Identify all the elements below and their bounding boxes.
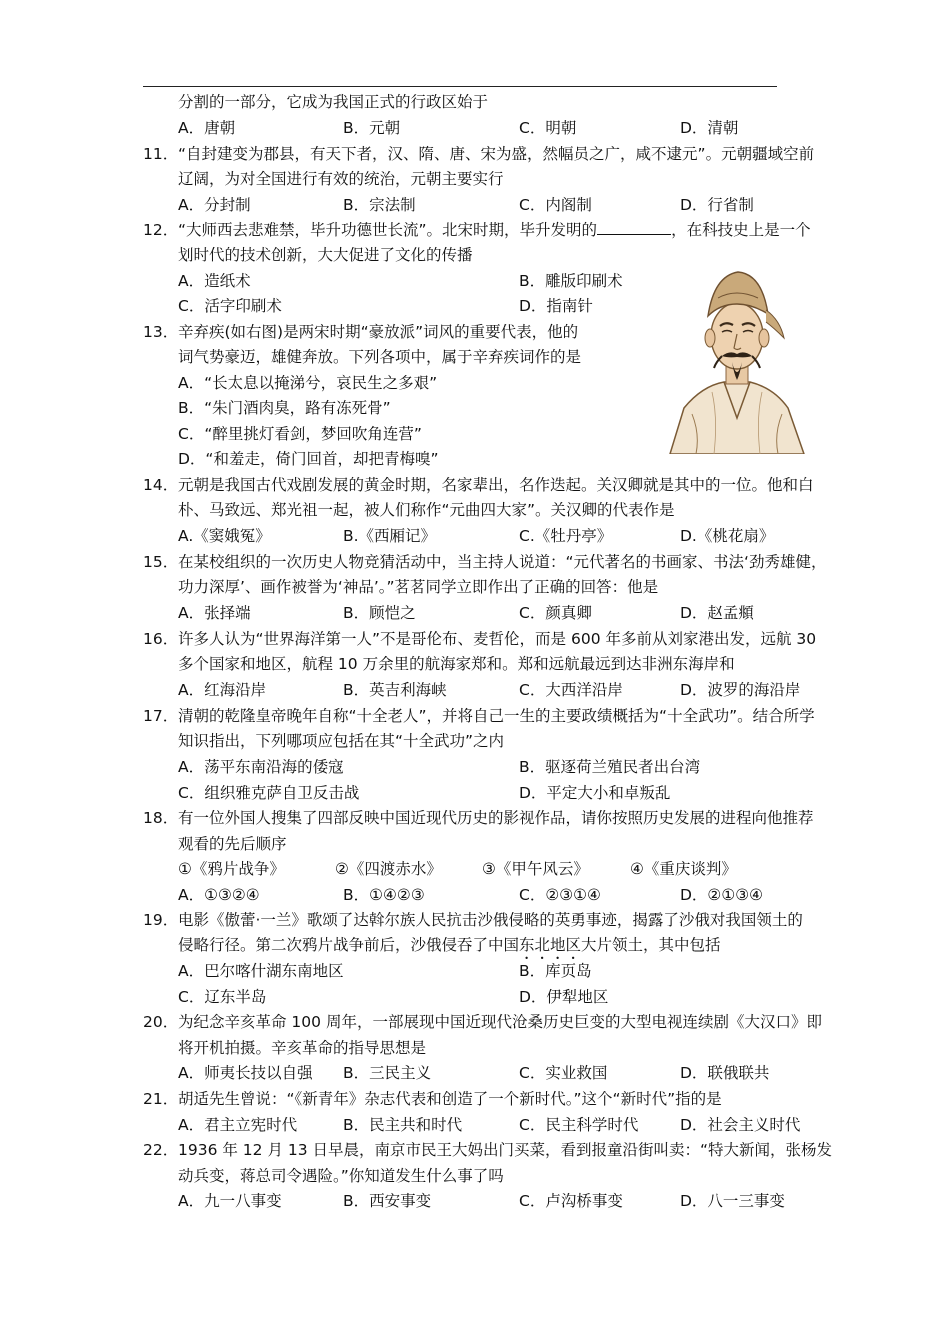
q18-stem-line-1: 有一位外国人搜集了四部反映中国近现代历史的影视作品，请你按照历史发展的进程向他推荐 (178, 809, 814, 827)
q15-stem-line-1: 在某校组织的一次历史人物竞猜活动中，当主持人说道：“元代著名的书画家、书法‘劲秀雄健， (178, 553, 827, 571)
q13-option-a: A．“长太息以掩涕兮，哀民生之多艰” (178, 374, 438, 392)
q19-stem-part-a: 侵略行径。第二次鸦片战争前后，沙俄侵吞了中国 (178, 936, 520, 954)
q12-answer-blank (597, 220, 671, 235)
q21-option-c: C．民主科学时代 (519, 1116, 639, 1134)
q19-stem-part-b: 大片领土，其中包括 (581, 936, 721, 954)
q12-stem-part-b: ，在科技史上是一个 (671, 221, 811, 239)
q10-option-d: D．清朝 (680, 119, 739, 137)
q17-option-d: D．平定大小和卓叛乱 (519, 784, 671, 802)
q20-stem-line-1: 为纪念辛亥革命 100 周年，一部展现中国近现代沧桑历史巨变的大型电视连续剧《大汉口》即 (178, 1013, 822, 1031)
q12-option-a: A．造纸术 (178, 272, 251, 290)
q20-stem-line-2: 将开机拍摄。辛亥革命的指导思想是 (178, 1039, 427, 1057)
q20-number: 20． (143, 1013, 179, 1031)
q16-stem-line-1: 许多人认为“世界海洋第一人”不是哥伦布、麦哲伦，而是 600 年多前从刘家港出发，远航 30 (178, 630, 817, 648)
q12-number: 12． (143, 221, 179, 239)
q19-stem-line-1: 电影《傲蕾·一兰》歌颂了达斡尔族人民抗击沙俄侵略的英勇事迹，揭露了沙俄对我国领土的 (178, 911, 803, 929)
q21-option-a: A．君主立宪时代 (178, 1116, 298, 1134)
q20-option-a: A．师夷长技以自强 (178, 1064, 313, 1082)
q12-stem-part-a: “大师西去悲难禁，毕升功德世长流”。北宋时期，毕升发明的 (178, 221, 598, 239)
q22-option-d: D．八一三事变 (680, 1192, 785, 1210)
q14-stem-line-1: 元朝是我国古代戏剧发展的黄金时期，名家辈出，名作迭起。关汉卿就是其中的一位。他和白 (178, 476, 814, 494)
q22-option-b: B．西安事变 (343, 1192, 432, 1210)
q22-number: 22． (143, 1141, 179, 1159)
q13-number: 13． (143, 323, 179, 341)
q19-emphasis-northeast: 东北地区 (519, 936, 582, 954)
q14-stem-line-2: 朴、马致远、郑光祖一起，被人们称作“元曲四大家”。关汉卿的代表作是 (178, 501, 675, 519)
q13-stem-line-2: 词气势豪迈，雄健奔放。下列各项中，属于辛弃疾词作的是 (178, 348, 582, 366)
q17-stem-line-1: 清朝的乾隆皇帝晚年自称“十全老人”，并将自己一生的主要政绩概括为“十全武功”。结合所学 (178, 707, 815, 725)
q16-option-c: C．大西洋沿岸 (519, 681, 623, 699)
q14-number: 14． (143, 476, 179, 494)
q11-option-c: C．内阁制 (519, 196, 592, 214)
header-rule (143, 86, 777, 87)
q16-number: 16． (143, 630, 179, 648)
q18-item-4: ④《重庆谈判》 (630, 860, 737, 878)
q10-option-b: B．元朝 (343, 119, 401, 137)
q18-item-3: ③《甲午风云》 (482, 860, 589, 878)
q11-option-a: A．分封制 (178, 196, 251, 214)
q21-stem-line-1: 胡适先生曾说：“《新青年》杂志代表和创造了一个新时代。”这个“新时代”指的是 (178, 1090, 722, 1108)
q12-option-c: C．活字印刷术 (178, 297, 282, 315)
q19-number: 19． (143, 911, 179, 929)
q18-option-d: D．②①③④ (680, 886, 764, 904)
q16-stem-line-2: 多个国家和地区，航程 10 万余里的航海家郑和。郑和远航最远到达非洲东海岸和 (178, 655, 735, 673)
q19-option-c: C．辽东半岛 (178, 988, 267, 1006)
q17-option-a: A．荡平东南沿海的倭寇 (178, 758, 344, 776)
q21-number: 21． (143, 1090, 179, 1108)
q21-option-d: D．社会主义时代 (680, 1116, 801, 1134)
q10-option-c: C．明朝 (519, 119, 577, 137)
q11-option-b: B．宗法制 (343, 196, 416, 214)
q15-option-d: D．赵孟頫 (680, 604, 754, 622)
q10-stem-tail: 分割的一部分，它成为我国正式的行政区始于 (178, 93, 489, 111)
q10-option-a: A．唐朝 (178, 119, 236, 137)
q14-option-d: D.《桃花扇》 (680, 527, 775, 545)
q22-stem-line-1: 1936 年 12 月 13 日早晨，南京市民王大妈出门买菜，看到报童沿街叫卖：“特大新闻，张杨发 (178, 1141, 833, 1159)
q12-option-b: B．雕版印刷术 (519, 272, 623, 290)
q12-option-d: D．指南针 (519, 297, 593, 315)
q12-stem-line-1 (178, 220, 811, 240)
q11-option-d: D．行省制 (680, 196, 754, 214)
q16-option-b: B．英吉利海峡 (343, 681, 447, 699)
q14-option-c: C.《牡丹亭》 (519, 527, 613, 545)
q18-item-1: ①《鸦片战争》 (178, 860, 285, 878)
q11-stem-line-1: “自封建变为郡县，有天下者，汉、隋、唐、宋为盛，然幅员之广，咸不逮元”。元朝疆域空前 (178, 145, 815, 163)
q15-option-a: A．张择端 (178, 604, 251, 622)
q17-option-c: C．组织雅克萨自卫反击战 (178, 784, 360, 802)
q19-option-b: B．库页岛 (519, 962, 592, 980)
q13-option-c: C．“醉里挑灯看剑，梦回吹角连营” (178, 425, 422, 443)
q22-stem-line-2: 动兵变，蒋总司令遇险。”你知道发生什么事了吗 (178, 1167, 504, 1185)
q15-option-c: C．颜真卿 (519, 604, 592, 622)
q15-number: 15． (143, 553, 179, 571)
q17-option-b: B．驱逐荷兰殖民者出台湾 (519, 758, 701, 776)
q13-option-d: D．“和羞走，倚门回首，却把青梅嗅” (178, 450, 439, 468)
q19-stem-line-2 (178, 935, 721, 963)
q13-stem-line-1: 辛弃疾(如右图)是两宋时期“豪放派”词风的重要代表，他的 (178, 323, 579, 341)
q14-option-a: A.《窦娥冤》 (178, 527, 271, 545)
xin-qiji-portrait (662, 258, 812, 454)
q22-option-c: C．卢沟桥事变 (519, 1192, 623, 1210)
q11-number: 11． (143, 145, 179, 163)
q15-option-b: B．顾恺之 (343, 604, 416, 622)
q17-stem-line-2: 知识指出，下列哪项应包括在其“十全武功”之内 (178, 732, 505, 750)
q16-option-d: D．波罗的海沿岸 (680, 681, 801, 699)
q18-number: 18． (143, 809, 179, 827)
q14-option-b: B.《西厢记》 (343, 527, 437, 545)
q18-item-2: ②《四渡赤水》 (335, 860, 442, 878)
q19-option-a: A．巴尔喀什湖东南地区 (178, 962, 344, 980)
q12-stem-line-2: 划时代的技术创新，大大促进了文化的传播 (178, 246, 473, 264)
q13-option-b: B．“朱门酒肉臭，路有冻死骨” (178, 399, 391, 417)
q15-stem-line-2: 功力深厚’、画作被誉为‘神品’。”茗茗同学立即作出了正确的回答：他是 (178, 578, 659, 596)
q18-option-c: C．②③①④ (519, 886, 601, 904)
q16-option-a: A．红海沿岸 (178, 681, 267, 699)
q19-option-d: D．伊犁地区 (519, 988, 609, 1006)
q22-option-a: A．九一八事变 (178, 1192, 282, 1210)
q11-stem-line-2: 辽阔，为对全国进行有效的统治，元朝主要实行 (178, 170, 504, 188)
q18-option-a: A．①③②④ (178, 886, 260, 904)
q20-option-b: B．三民主义 (343, 1064, 432, 1082)
q17-number: 17． (143, 707, 179, 725)
q20-option-c: C．实业救国 (519, 1064, 608, 1082)
q18-stem-line-2: 观看的先后顺序 (178, 835, 287, 853)
q21-option-b: B．民主共和时代 (343, 1116, 463, 1134)
q18-option-b: B．①④②③ (343, 886, 425, 904)
q20-option-d: D．联俄联共 (680, 1064, 770, 1082)
